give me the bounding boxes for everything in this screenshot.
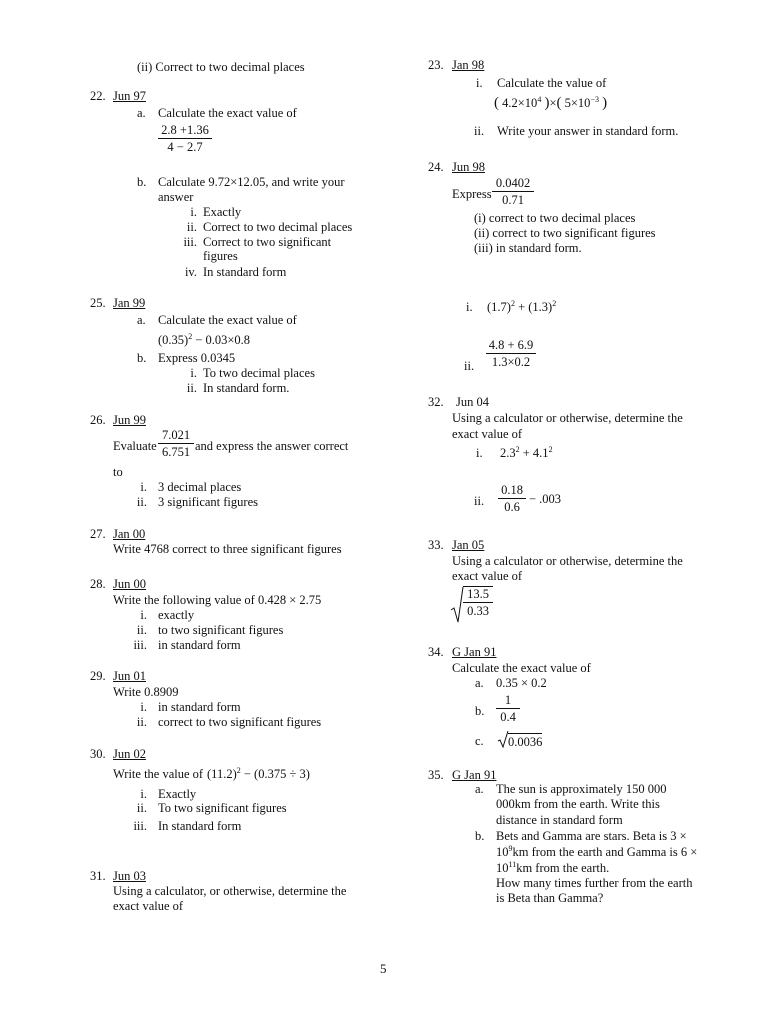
question-text: Write 0.8909 — [113, 685, 179, 699]
exam-reference: Jun 04 — [456, 395, 489, 409]
part-text: The sun is approximately 150 000 — [496, 782, 667, 796]
exam-reference: Jun 01 — [113, 669, 146, 683]
part-letter: b. — [475, 704, 485, 718]
item-number: i. — [140, 787, 147, 801]
question-number: 27. — [90, 527, 106, 541]
item-text: in standard form — [158, 638, 241, 652]
part-text: How many times further from the earth — [496, 876, 693, 890]
part-text: Express 0.0345 — [158, 351, 236, 365]
express-label: Express — [452, 187, 492, 201]
part-letter: a. — [475, 782, 484, 796]
item-number: iii. — [183, 235, 197, 249]
fraction — [158, 123, 212, 154]
math-term: (1.7) — [487, 300, 511, 314]
question-number: 22. — [90, 89, 106, 103]
part-text: distance in standard form — [496, 813, 623, 827]
item-number: ii. — [136, 715, 147, 729]
exam-reference: Jan 05 — [452, 538, 485, 552]
exponent: 2 — [548, 445, 553, 454]
part-letter: b. — [475, 829, 485, 843]
item-number: ii. — [136, 801, 147, 815]
math-term: + 4.1 — [519, 446, 549, 460]
item-number: ii. — [474, 494, 485, 508]
math-term: km from the earth and Gamma is 6 × — [512, 845, 698, 859]
part-letter: a. — [137, 313, 146, 327]
fraction-numerator: 0.18 — [498, 483, 526, 499]
math-term: + (1.3) — [514, 300, 553, 314]
item-text: In standard form — [158, 819, 242, 833]
question-text: exact value of — [452, 569, 523, 583]
fraction-numerator: 2.8 +1.36 — [158, 123, 212, 139]
part-text: answer — [158, 190, 194, 204]
exam-reference: Jun 98 — [452, 160, 485, 174]
math-expression — [487, 300, 556, 314]
item-number: ii. — [186, 381, 197, 395]
exponent: 2 — [515, 445, 520, 454]
math-expression — [500, 446, 553, 460]
item-text: 3 decimal places — [158, 480, 242, 494]
math-term: − .003 — [529, 492, 562, 506]
fraction — [486, 338, 536, 369]
part-text: Bets and Gamma are stars. Beta is 3 × — [496, 829, 687, 843]
item-text: Exactly — [158, 787, 197, 801]
fraction — [158, 428, 194, 459]
question-number: 26. — [90, 413, 106, 427]
fraction-denominator: 0.6 — [504, 500, 520, 514]
fraction — [496, 693, 520, 724]
item-number: i. — [476, 446, 483, 460]
item-number: i. — [466, 300, 473, 314]
math-term: (11.2) — [207, 767, 237, 781]
exponent: 9 — [508, 844, 513, 853]
math-term: 10 — [496, 845, 509, 859]
fraction-denominator: 0.4 — [500, 710, 516, 724]
part-text: Calculate 9.72×12.05, and write your — [158, 175, 345, 189]
part-text: 000km from the earth. Write this — [496, 797, 660, 811]
exam-reference: G Jan 91 — [452, 645, 497, 659]
q21-part-ii: (ii) Correct to two decimal places — [137, 60, 305, 74]
item-text: correct to two significant figures — [158, 715, 322, 729]
item-text: (i) correct to two decimal places — [474, 211, 636, 225]
item-text: In standard form — [203, 265, 287, 279]
question-number: 23. — [428, 58, 444, 72]
question-text: Using a calculator or otherwise, determine the — [452, 411, 683, 425]
question-text: Write the value of — [113, 767, 204, 781]
math-term: − 0.03×0.8 — [192, 333, 251, 347]
part-text: is Beta than Gamma? — [496, 891, 604, 905]
fraction-numerator: 7.021 — [158, 428, 194, 444]
times-sign: × — [549, 96, 557, 110]
item-text: To two significant figures — [158, 801, 287, 815]
part-text: Write your answer in standard form. — [497, 124, 679, 138]
math-expression: 0.35 × 0.2 — [496, 676, 547, 690]
exponent: 2 — [188, 332, 193, 341]
fraction — [492, 176, 534, 207]
question-text: Write the following value of 0.428 × 2.75 — [113, 593, 322, 607]
part-letter: b. — [137, 175, 147, 189]
item-text: Correct to two decimal places — [203, 220, 353, 234]
part-text: Calculate the exact value of — [158, 106, 297, 120]
exponent: 11 — [508, 860, 517, 869]
question-text: Write 4768 correct to three significant figures — [113, 542, 342, 556]
item-text: Correct to two significant — [203, 235, 332, 249]
question-number: 30. — [90, 747, 106, 761]
square-root-icon — [450, 586, 464, 624]
fraction-denominator: 1.3×0.2 — [491, 355, 531, 369]
item-number: i. — [190, 205, 197, 219]
item-text: 3 significant figures — [158, 495, 258, 509]
item-text: (iii) in standard form. — [474, 241, 582, 255]
item-number: iii. — [133, 638, 147, 652]
item-text: exactly — [158, 608, 195, 622]
fraction-denominator: 0.71 — [502, 193, 524, 207]
exponent: 2 — [510, 299, 515, 308]
math-term: 10 — [496, 861, 509, 875]
question-text: exact value of — [452, 427, 523, 441]
item-number: i. — [140, 700, 147, 714]
exam-reference: G Jan 91 — [452, 768, 497, 782]
exponent: 2 — [552, 299, 557, 308]
exponent: −3 — [590, 95, 599, 104]
part-text: and express the answer correct — [195, 439, 349, 453]
part-text — [496, 861, 609, 875]
fraction-numerator: 13.5 — [463, 587, 493, 603]
item-number: iv. — [184, 265, 197, 279]
fraction-numerator: 1 — [496, 693, 520, 709]
math-term: 4.2×10 — [502, 96, 538, 110]
item-text: (ii) correct to two significant figures — [474, 226, 656, 240]
question-text: Using a calculator, or otherwise, determine the — [113, 884, 347, 898]
exam-reference: Jan 98 — [452, 58, 485, 72]
part-text: Calculate the exact value of — [158, 313, 297, 327]
item-number: i. — [140, 480, 147, 494]
part-letter: c. — [475, 734, 484, 748]
page-number: 5 — [380, 961, 387, 976]
question-number: 31. — [90, 869, 106, 883]
item-text: in standard form — [158, 700, 241, 714]
math-term: 5×10 — [564, 96, 591, 110]
part-text — [496, 845, 697, 859]
fraction-numerator: 0.0402 — [492, 176, 534, 192]
math-term: (0.35) — [158, 333, 189, 347]
item-number: ii. — [136, 623, 147, 637]
exam-reference: Jun 00 — [113, 577, 146, 591]
question-number: 32. — [428, 395, 444, 409]
question-number: 33. — [428, 538, 444, 552]
item-number: i. — [190, 366, 197, 380]
question-number: 25. — [90, 296, 106, 310]
question-number: 24. — [428, 160, 444, 174]
item-number: i. — [476, 76, 483, 90]
question-number: 35. — [428, 768, 444, 782]
math-expression — [158, 333, 250, 347]
exam-reference: Jan 00 — [113, 527, 146, 541]
exam-reference: Jun 02 — [113, 747, 146, 761]
fraction-denominator: 6.751 — [161, 445, 191, 459]
fraction — [498, 483, 526, 514]
exam-reference: Jan 99 — [113, 296, 146, 310]
evaluate-label: Evaluate — [113, 439, 157, 453]
exponent: 2 — [236, 766, 241, 775]
item-text: In standard form. — [203, 381, 290, 395]
math-expression: ( $4.2\times 10^4$ )×( $5\times 10^{-3}$ ) — [494, 95, 608, 111]
item-text: figures — [203, 249, 238, 263]
math-term: km from the earth. — [516, 861, 610, 875]
question-number: 29. — [90, 669, 106, 683]
math-expression — [207, 767, 310, 781]
question-number: 28. — [90, 577, 106, 591]
item-text: Exactly — [203, 205, 242, 219]
fraction-denominator: 4 − 2.7 — [167, 140, 203, 154]
exam-reference: Jun 99 — [113, 413, 146, 427]
item-number: i. — [140, 608, 147, 622]
part-letter: b. — [137, 351, 147, 365]
math-term: 2.3 — [500, 446, 516, 460]
fraction-denominator: 0.33 — [467, 604, 489, 618]
question-text: Using a calculator or otherwise, determine the — [452, 554, 683, 568]
part-text: Calculate the value of — [497, 76, 607, 90]
question-text: exact value of — [113, 899, 184, 913]
item-number: ii. — [474, 124, 485, 138]
fraction-numerator: 4.8 + 6.9 — [486, 338, 536, 354]
part-letter: a. — [475, 676, 484, 690]
exponent: 4 — [537, 95, 542, 104]
part-text: to — [113, 465, 123, 479]
item-number: ii. — [136, 495, 147, 509]
item-text: to two significant figures — [158, 623, 284, 637]
question-number: 34. — [428, 645, 444, 659]
fraction — [463, 586, 493, 618]
exam-reference: Jun 03 — [113, 869, 146, 883]
item-text: To two decimal places — [203, 366, 315, 380]
math-expression: 0.0036 — [508, 735, 543, 749]
math-term: − (0.375 ÷ 3) — [240, 767, 310, 781]
item-number: iii. — [133, 819, 147, 833]
question-text: Calculate the exact value of — [452, 661, 591, 675]
part-letter: a. — [137, 106, 146, 120]
exam-reference: Jun 97 — [113, 89, 146, 103]
item-number: ii. — [464, 359, 475, 373]
item-number: ii. — [186, 220, 197, 234]
